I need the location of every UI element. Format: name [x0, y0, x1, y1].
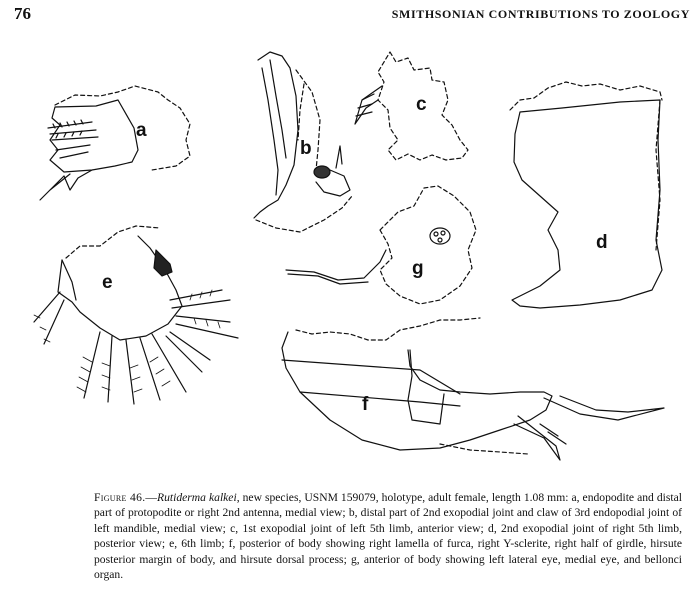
panel-label-d: d — [596, 232, 608, 253]
page-number: 76 — [14, 4, 31, 23]
caption-figure-label: Figure 46. — [94, 491, 146, 504]
panel-label-c: c — [416, 94, 427, 115]
panel-label-f: f — [362, 394, 369, 415]
panel-g-drawing — [286, 186, 476, 304]
figure-caption: Figure 46.—Rutiderma kalkei, new species, USNM 159079, holotype, adult female, length 1.08 mm: a, endopodite and distal part of protopodite or right 2nd antenna, medial view; b, distal part of 2nd exopodial joint and claw of 3rd endopodial joint of left mandible, medial view; c, 1st exopodial joint of left 5th limb, anterior view; d, 2nd exopodial joint of right 5th limb, posterior view; e, 6th limb; f, posterior of body showing right lamella of furca, right Y-sclerite, right half of girdle, hirsute posterior margin of body, and hirsute dorsal process; g, anterior of body showing left lateral eye, medial eye, and bellonci organ. — [94, 491, 682, 582]
panel-label-e: e — [102, 272, 113, 293]
caption-text: , new species, USNM 159079, holotype, adult female, length 1.08 mm: a, endopodite and distal part of protopodite or right 2nd antenna, medial view; b, distal part of 2nd exopodial joint and claw of 3rd endopodial joint of left mandible, medial view; c, 1st exopodial joint of left 5th limb, anterior view; d, 2nd exopodial joint of right 5th limb, posterior view; e, 6th limb; f, posterior of body showing right lamella of furca, right Y-sclerite, right half of girdle, hirsute posterior margin of body, and hirsute dorsal process; g, anterior of body showing left lateral eye, medial eye, and bellonci organ. — [94, 491, 682, 582]
panel-f-drawing — [282, 318, 664, 460]
panel-c-drawing — [355, 52, 468, 160]
panel-e-drawing — [34, 226, 238, 404]
panel-label-a: a — [136, 120, 147, 141]
panel-a-drawing — [40, 86, 190, 200]
running-head: SMITHSONIAN CONTRIBUTIONS TO ZOOLOGY — [391, 7, 690, 21]
caption-species-name: Rutiderma kalkei — [157, 491, 237, 504]
panel-label-b: b — [300, 138, 312, 159]
panel-d-drawing — [510, 82, 662, 308]
panel-label-g: g — [412, 258, 424, 279]
